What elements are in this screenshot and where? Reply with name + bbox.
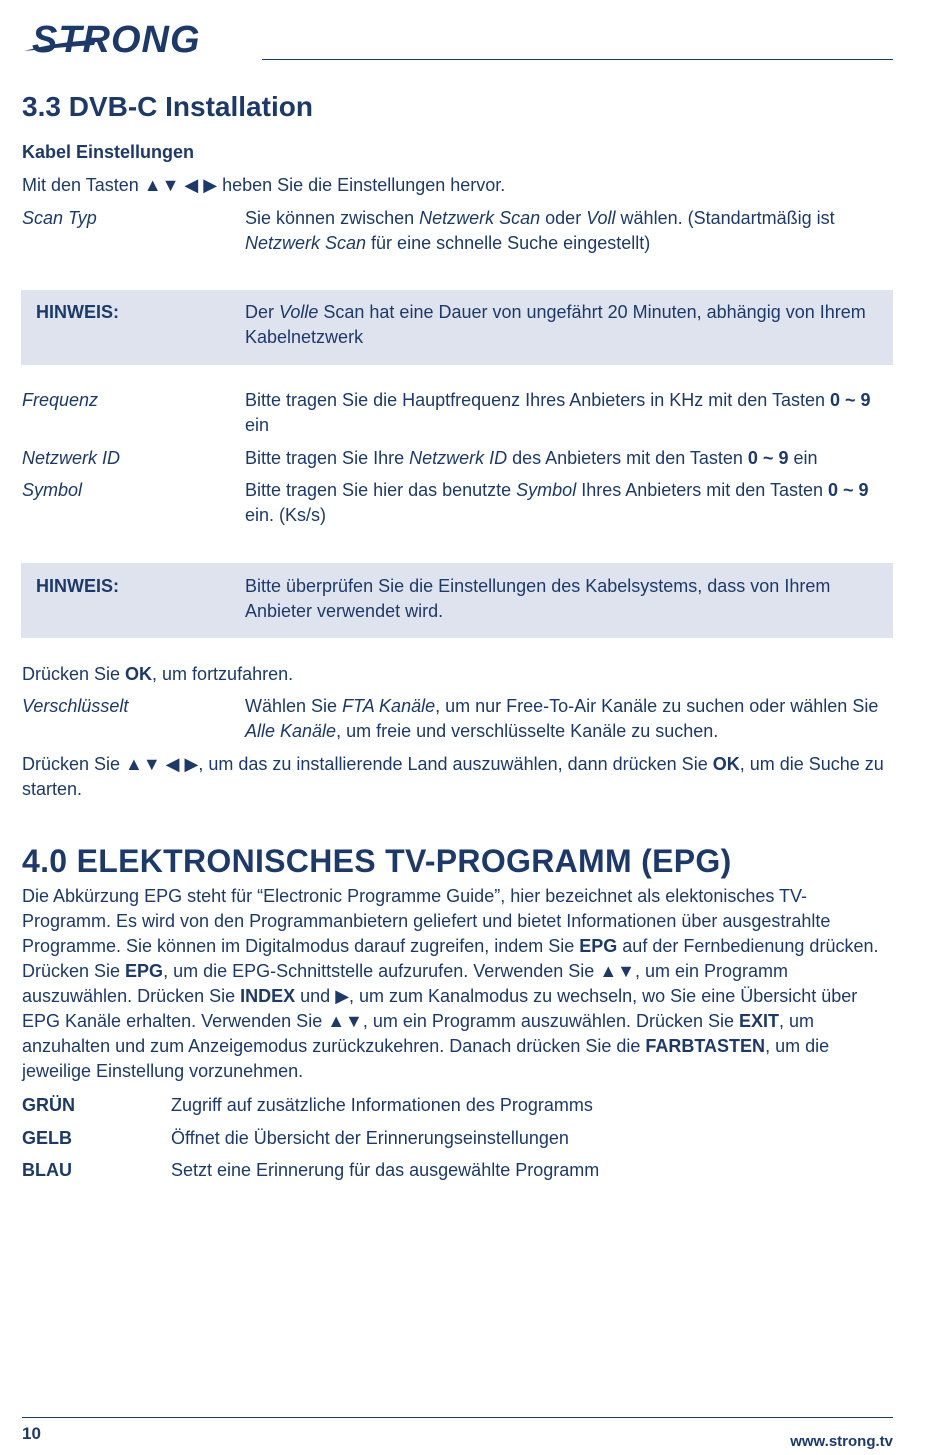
color-key-label: GELB (22, 1128, 73, 1148)
scan-typ-label: Scan Typ (22, 208, 97, 228)
note-text: Bitte überprüfen Sie die Einstellungen des Kabelsystems, dass von Ihrem Anbieter verwendet wird. (245, 576, 831, 621)
arrow-keys-icon: ▲▼ ◀ ▶ (125, 754, 199, 774)
verschluesselt-desc: Wählen Sie FTA Kanäle, um nur Free-To-Air Kanäle zu suchen oder wählen Sie Alle Kanäle, um freie und verschlüsselte Kanäle zu suchen. (245, 696, 879, 741)
color-key-desc: Öffnet die Übersicht der Erinnerungseinstellungen (171, 1128, 569, 1148)
netzwerk-id-desc: Bitte tragen Sie Ihre Netzwerk ID des Anbieters mit den Tasten 0 ~ 9 ein (245, 448, 818, 468)
press-arrows-text: Drücken Sie ▲▼ ◀ ▶, um das zu installierende Land auszuwählen, dann drücken Sie OK, um die Suche zu starten. (22, 754, 884, 799)
chapter-title: 4.0 ELEKTRONISCHES TV-PROGRAMM (EPG) (22, 843, 732, 879)
netzwerk-id-label: Netzwerk ID (22, 448, 121, 468)
arrow-keys-icon: ▲▼ (599, 961, 635, 981)
footer-rule (22, 1417, 893, 1418)
frequenz-desc: Bitte tragen Sie die Hauptfrequenz Ihres Anbieters in KHz mit den Tasten 0 ~ 9 ein (245, 390, 871, 435)
symbol-label: Symbol (22, 480, 83, 500)
note-box (21, 563, 893, 638)
arrow-keys-icon: ▲▼ ◀ ▶ (143, 175, 218, 195)
page-number: 10 (22, 1424, 41, 1443)
note-text: Der Volle Scan hat eine Dauer von ungefährt 20 Minuten, abhängig von Ihrem Kabelnetzwerk (245, 302, 866, 347)
color-key-desc: Zugriff auf zusätzliche Informationen des Programms (171, 1095, 593, 1115)
subsection-title: Kabel Einstellungen (22, 142, 195, 162)
brand-wordmark: STRONG (32, 19, 201, 58)
note-label: HINWEIS: (36, 576, 119, 596)
frequenz-label: Frequenz (22, 390, 99, 410)
website-link[interactable]: www.strong.tv (790, 1433, 893, 1450)
arrow-right-icon: ▶ (335, 986, 350, 1006)
header-rule (262, 59, 893, 60)
strong-logo (22, 18, 227, 58)
press-ok-text: Drücken Sie OK, um fortzufahren. (22, 664, 294, 684)
symbol-desc: Bitte tragen Sie hier das benutzte Symbol Ihres Anbieters mit den Tasten 0 ~ 9 ein. (Ks/s) (245, 480, 869, 525)
epg-paragraph: Die Abkürzung EPG steht für “Electronic Programme Guide”, hier bezeichnet als elektonisches TV-Programm. Es wird von den Programmanbietern geliefert und bietet Informationen über ausgestrahlte Programme. Sie können im Digitalmodus darauf zugreifen, indem Sie EPG auf der Fernbedienung drücken. Drücken Sie EPG, um die EPG-Schnittstelle aufzurufen. Verwenden Sie ▲▼, um ein Programm auszuwählen. Drücken Sie INDEX und ▶, um zum Kanalmodus zu wechseln, wo Sie eine Übersicht über EPG Kanäle erhalten. Verwenden Sie ▲▼, um ein Programm auszuwählen. Drücken Sie EXIT, um anzuhalten und zum Anzeigemodus zurückzukehren. Danach drücken Sie die FARBTASTEN, um die jeweilige Einstellung vorzunehmen. (22, 886, 879, 1081)
color-key-desc: Setzt eine Erinnerung für das ausgewählte Programm (171, 1160, 600, 1180)
note-box (21, 290, 893, 365)
intro-text: Mit den Tasten ▲▼ ◀ ▶ heben Sie die Einstellungen hervor. (22, 175, 506, 195)
color-key-label: GRÜN (22, 1095, 75, 1115)
note-label: HINWEIS: (36, 302, 119, 322)
verschluesselt-label: Verschlüsselt (22, 696, 129, 716)
section-title: 3.3 DVB-C Installation (22, 91, 313, 122)
scan-typ-desc: Sie können zwischen Netzwerk Scan oder Voll wählen. (Standartmäßig ist Netzwerk Scan für eine schnelle Suche eingestellt) (245, 208, 835, 253)
color-key-label: BLAU (22, 1160, 72, 1180)
arrow-keys-icon: ▲▼ (327, 1011, 363, 1031)
